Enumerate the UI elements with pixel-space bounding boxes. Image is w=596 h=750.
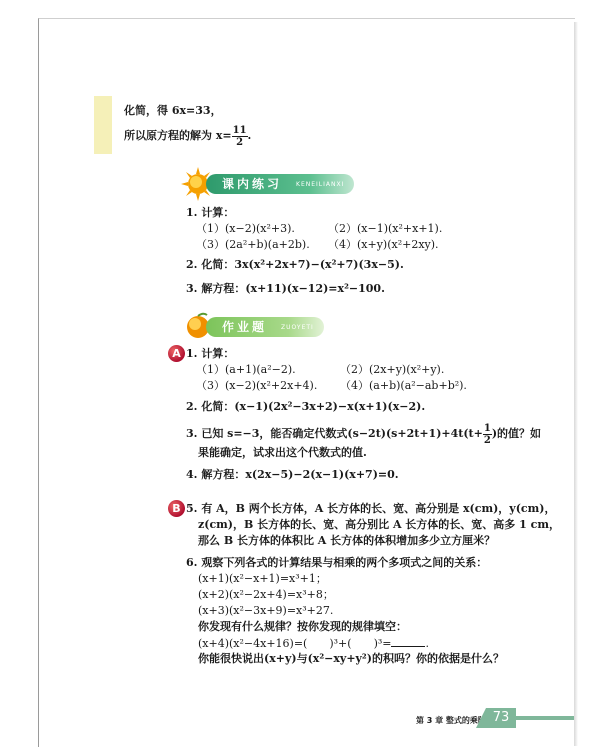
intro-line-2: 所以原方程的解为 x= $\frac{11}{2}$ . bbox=[124, 124, 252, 148]
homework-q1-label: 1. 计算： bbox=[186, 347, 235, 360]
practice-q1-label: 1. 计算： bbox=[186, 206, 235, 219]
homework-q1-c: （3）(x−2)(x²+2x+4). bbox=[196, 379, 318, 392]
practice-q1-c: （3）(2a²+b)(a+2b). bbox=[196, 238, 310, 251]
practice-q2: 2. 化简：3x(x²+2x+7)−(x²+7)(3x−5). bbox=[186, 258, 404, 271]
homework-q2: 2. 化简：(x−1)(2x²−3x+2)−x(x+1)(x−2). bbox=[186, 400, 426, 413]
homework-q6-line2: (x+1)(x²−x+1)=x³+1； bbox=[198, 572, 327, 585]
homework-q6-line6: (x+4)(x²−4x+16)=( )³+( )³= . bbox=[198, 637, 429, 650]
homework-q1-d: （4）(a+b)(a²−ab+b²). bbox=[340, 379, 467, 392]
homework-q1-a: （1）(a+1)(a²−2). bbox=[196, 363, 296, 376]
homework-q6-line3: (x+2)(x²−2x+4)=x³+8； bbox=[198, 588, 334, 601]
homework-q6-line5: 你发现有什么规律？按你发现的规律填空： bbox=[198, 620, 407, 633]
practice-header bbox=[186, 172, 356, 196]
homework-q6-line7: 你能很快说出(x+y)与(x²−xy+y²)的积吗？你的依据是什么？ bbox=[198, 652, 504, 665]
page-tab-wedge bbox=[476, 708, 486, 728]
practice-q1-b: （2）(x−1)(x²+x+1). bbox=[328, 222, 443, 235]
homework-q6-line4: (x+3)(x²−3x+9)=x³+27. bbox=[198, 604, 334, 617]
page-number: 73 bbox=[486, 708, 516, 728]
homework-q1-b: （2）(2x+y)(x²+y). bbox=[340, 363, 445, 376]
homework-header bbox=[186, 315, 346, 339]
margin-highlight-bar bbox=[94, 96, 112, 154]
homework-q5-line1: 5. 有 A，B 两个长方体，A 长方体的长、宽、高分别是 x(cm)，y(cm)， bbox=[186, 502, 556, 515]
homework-q6-line1: 6. 观察下列各式的计算结果与相乘的两个多项式之间的关系： bbox=[186, 556, 488, 569]
level-a-badge: A bbox=[168, 345, 185, 362]
answer-blank[interactable] bbox=[391, 636, 425, 647]
homework-q5-line2: z(cm)，B 长方体的长、宽、高分别比 A 长方体的长、宽、高多 1 cm， bbox=[198, 518, 560, 531]
page-shadow bbox=[574, 22, 578, 746]
practice-title: 课内练习 KENEILIANXI bbox=[206, 174, 354, 194]
homework-q3-fraction: $\frac{1}{2}$ bbox=[483, 422, 491, 446]
homework-q3-line1: 3. 已知 s=−3，能否确定代数式(s−2t)(s+2t+1)+4t(t+ $\frac{1}{2}$ )的值？如 bbox=[186, 422, 542, 446]
footer-bar bbox=[516, 716, 574, 720]
homework-q3-line2: 果能确定，试求出这个代数式的值. bbox=[198, 446, 367, 459]
chapter-label: 第 3 章 整式的乘除 bbox=[416, 716, 486, 725]
homework-title: 作业题 ZUOYETI bbox=[206, 317, 324, 337]
practice-q1-a: （1）(x−2)(x²+3). bbox=[196, 222, 295, 235]
homework-q4: 4. 解方程：x(2x−5)−2(x−1)(x+7)=0. bbox=[186, 468, 399, 481]
homework-q5-line3: 那么 B 长方体的体积比 A 长方体的体积增加多少立方厘米？ bbox=[198, 534, 496, 547]
practice-q3: 3. 解方程：(x+11)(x−12)=x²−100. bbox=[186, 282, 385, 295]
practice-q1-d: （4）(x+y)(x²+2xy). bbox=[328, 238, 439, 251]
level-b-badge: B bbox=[168, 500, 185, 517]
intro-fraction: $\frac{11}{2}$ bbox=[232, 124, 247, 148]
intro-line-1: 化简，得 6x=33， bbox=[124, 104, 222, 117]
